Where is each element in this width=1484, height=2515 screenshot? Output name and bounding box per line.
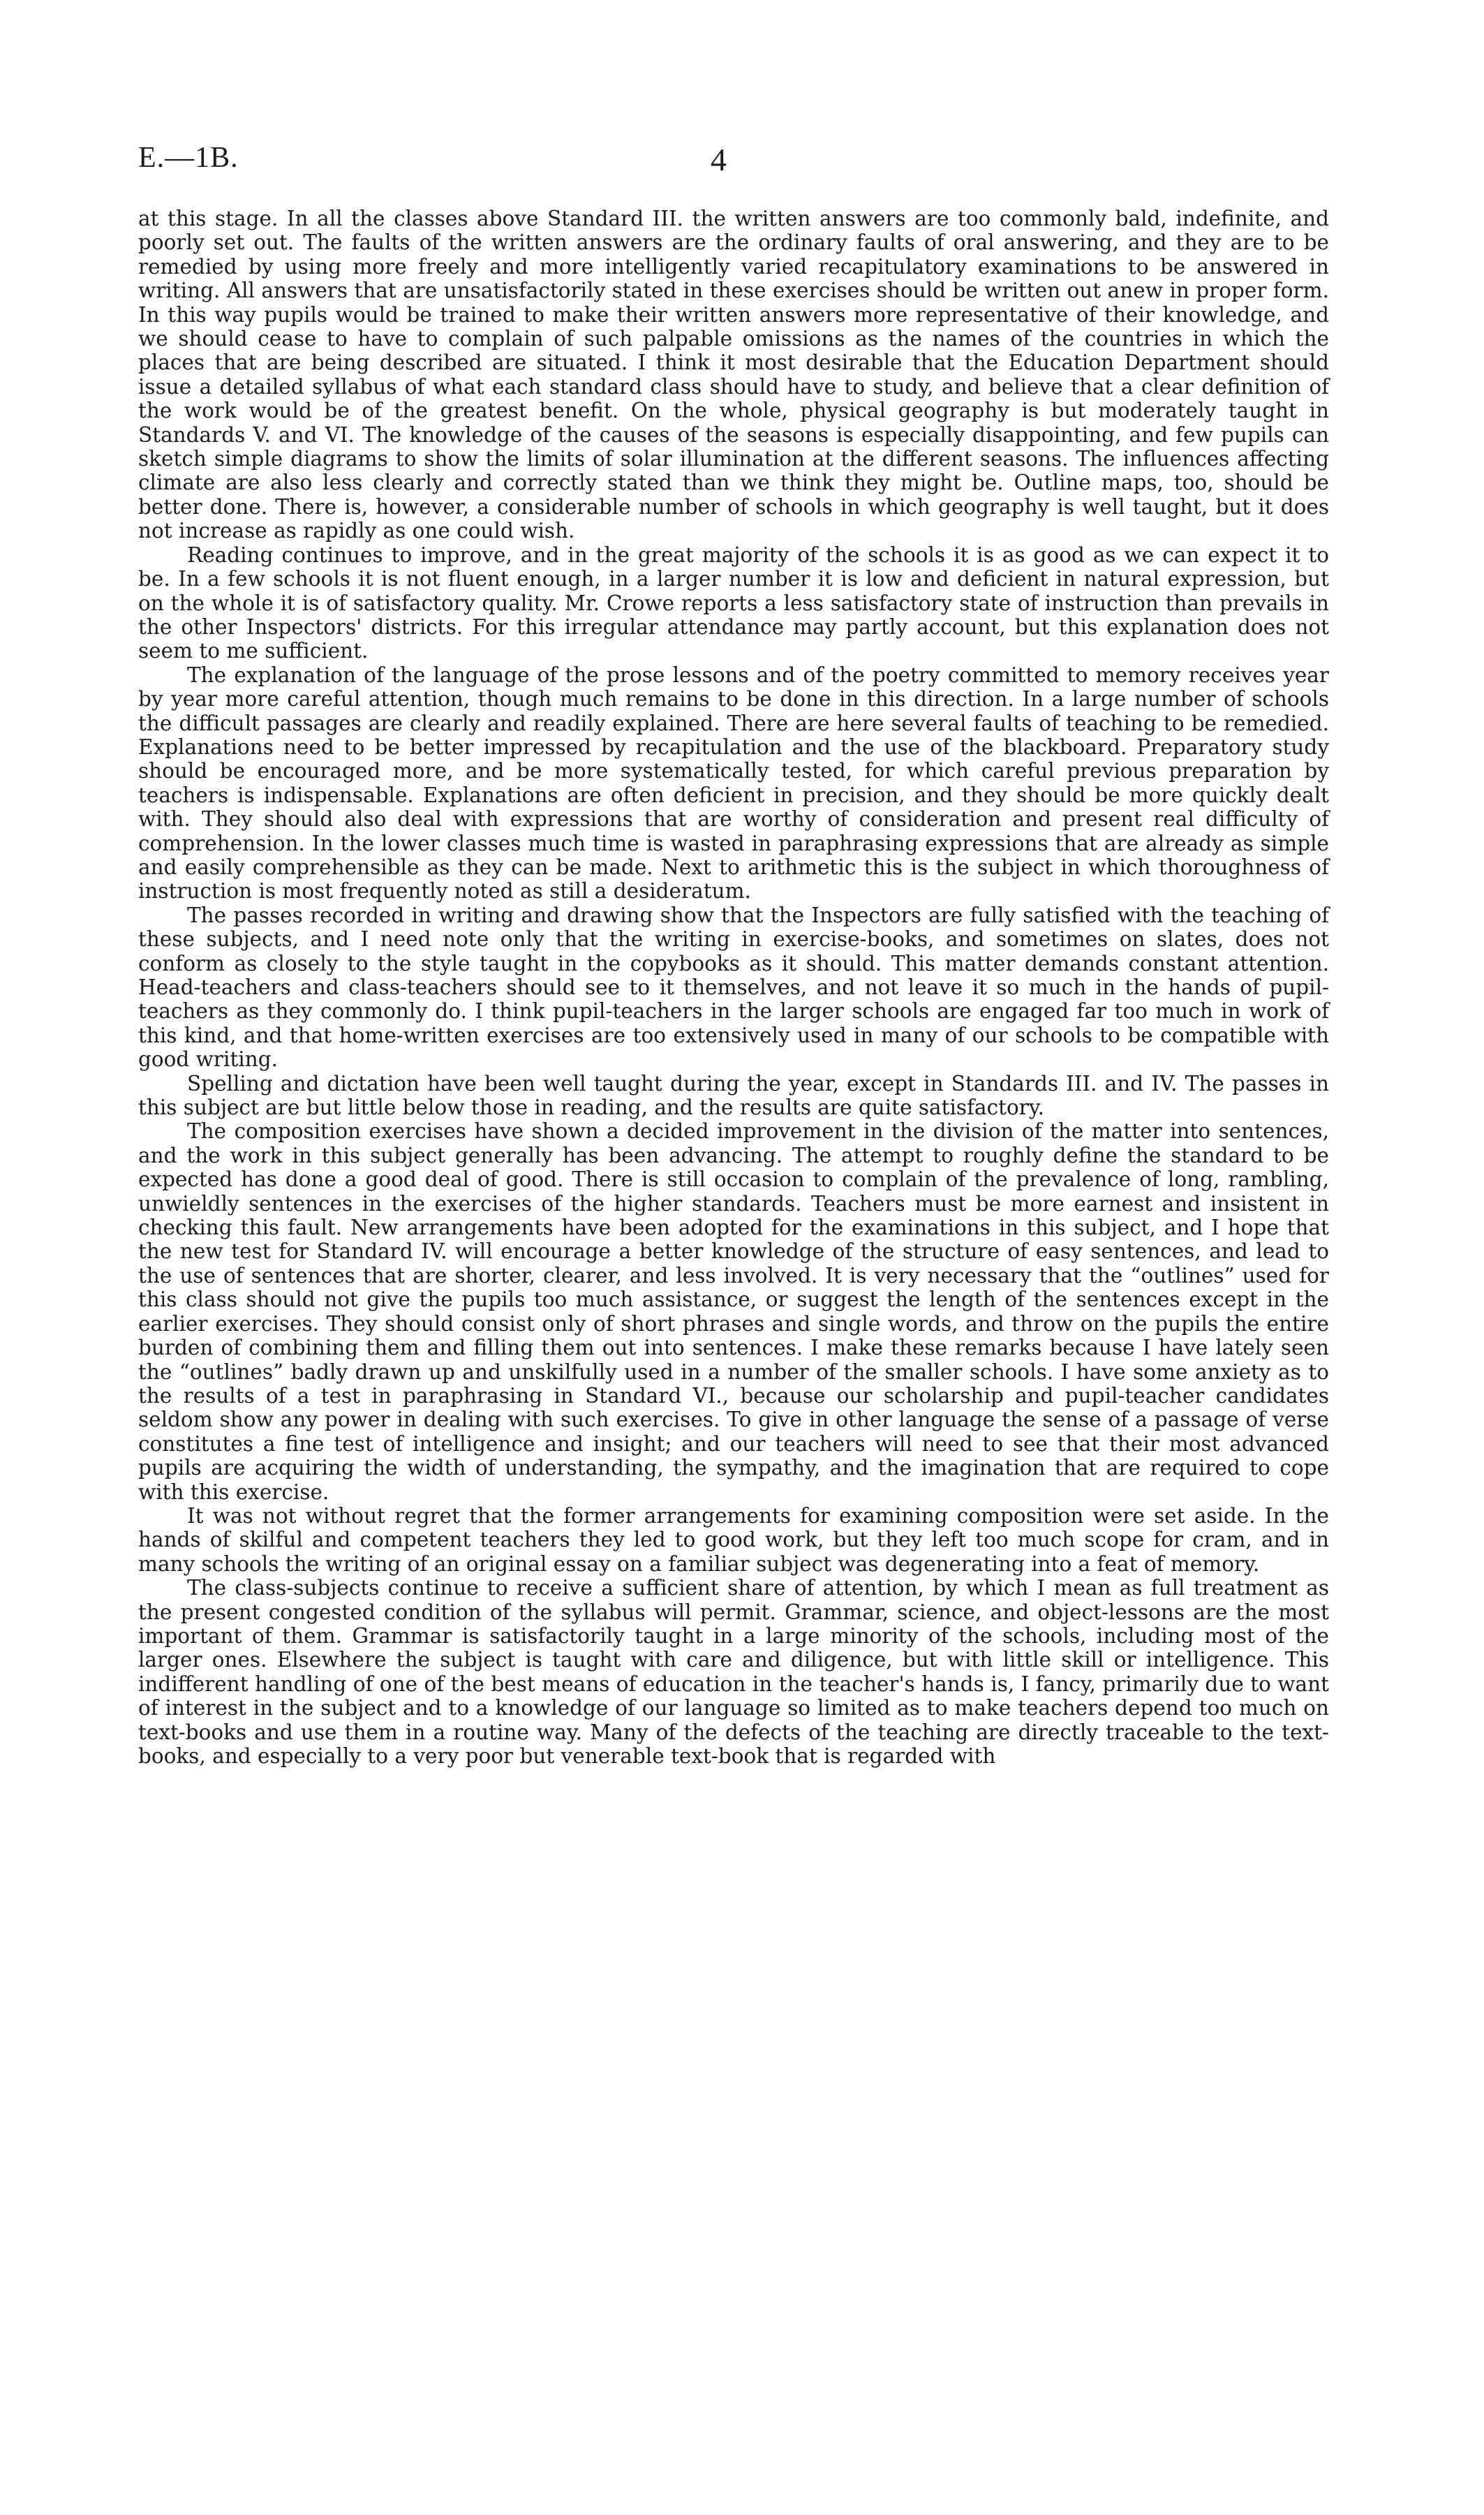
- paragraph-geography-continued: at this stage. In all the classes above Standard III. the written answers are too commonly bald, indefinite, and poorly set out. The faults of the written answers are the ordinary faults of oral answering, and they are to be remedied by using more freely and more intelligently varied recapitulatory examinations to be answered in writing. All answers that are unsatisfactorily stated in these exercises should be written out anew in proper form. In this way pupils would be trained to make their written answers more representative of their knowledge, and we should cease to have to complain of such palpable omissions as the names of the countries in which the places that are being described are situated. I think it most desirable that the Education Department should issue a detailed syllabus of what each standard class should have to study, and believe that a clear definition of the work would be of the greatest benefit. On the whole, physical geography is but moderately taught in Standards V. and VI. The knowledge of the causes of the seasons is especially disappointing, and few pupils can sketch simple diagrams to show the limits of solar illumination at the different seasons. The influences affecting climate are also less clearly and correctly stated than we think they might be. Outline maps, too, should be better done. There is, however, a considerable number of schools in which geography is well taught, but it does not increase as rapidly as one could wish.: [138, 207, 1329, 543]
- page-header: [138, 141, 1325, 183]
- report-body: [138, 207, 1329, 1768]
- paragraph-explanation: The explanation of the language of the prose lessons and of the poetry committed to memory receives year by year more careful attention, though much remains to be done in this direction. In a large number of schools the difficult passages are clearly and readily explained. There are here several faults of teaching to be remedied. Explanations need to be better impressed by recapitulation and the use of the blackboard. Preparatory study should be encouraged more, and be more systematically tested, for which careful previous preparation by teachers is indispensable. Explanations are often deficient in precision, and they should be more quickly dealt with. They should also deal with expressions that are worthy of consideration and present real difficulty of comprehension. In the lower classes much time is wasted in paraphrasing expressions that are already as simple and easily comprehensible as they can be made. Next to arithmetic this is the subject in which thoroughness of instruction is most frequently noted as still a desideratum.: [138, 663, 1329, 904]
- page-number: 4: [711, 142, 727, 177]
- paragraph-composition: The composition exercises have shown a decided improvement in the division of the matter into sentences, and the work in this subject generally has been advancing. The attempt to roughly define the standard to be expected has done a good deal of good. There is still occasion to complain of the prevalence of long, rambling, unwieldly sentences in the exercises of the higher standards. Teachers must be more earnest and insistent in checking this fault. New arrangements have been adopted for the examinations in this subject, and I hope that the new test for Standard IV. will encourage a better knowledge of the structure of easy sentences, and lead to the use of sentences that are shorter, clearer, and less involved. It is very necessary that the “outlines” used for this class should not give the pupils too much assistance, or suggest the length of the sentences except in the earlier exercises. They should consist only of short phrases and single words, and throw on the pupils the entire burden of combining them and filling them out into sentences. I make these remarks because I have lately seen the “outlines” badly drawn up and unskilfully used in a number of the smaller schools. I have some anxiety as to the results of a test in paraphrasing in Standard VI., because our scholarship and pupil-teacher candidates seldom show any power in dealing with such exercises. To give in other language the sense of a passage of verse constitutes a fine test of intelligence and insight; and our teachers will need to see that their most advanced pupils are acquiring the width of understanding, the sympathy, and the imagination that are required to cope with this exercise.: [138, 1119, 1329, 1504]
- paragraph-former-arrangements: It was not without regret that the former arrangements for examining composition were set aside. In the hands of skilful and competent teachers they led to good work, but they left too much scope for cram, and in many schools the writing of an original essay on a familiar subject was degenerating into a feat of memory.: [138, 1503, 1329, 1576]
- document-reference: E.—1B.: [138, 142, 239, 174]
- paragraph-reading: Reading continues to improve, and in the great majority of the schools it is as good as we can expect it to be. In a few schools it is not fluent enough, in a larger number it is low and deficient in natural expression, but on the whole it is of satisfactory quality. Mr. Crowe reports a less satisfactory state of instruction than prevails in the other Inspectors' districts. For this irregular attendance may partly account, but this explanation does not seem to me sufficient.: [138, 543, 1329, 663]
- paragraph-writing-drawing: The passes recorded in writing and drawing show that the Inspectors are fully satisfied with the teaching of these subjects, and I need note only that the writing in exercise-books, and sometimes on slates, does not conform as closely to the style taught in the copybooks as it should. This matter demands constant attention. Head-teachers and class-teachers should see to it themselves, and not leave it so much in the hands of pupil-teachers as they commonly do. I think pupil-teachers in the larger schools are engaged far too much in work of this kind, and that home-written exercises are too extensively used in many of our schools to be compatible with good writing.: [138, 903, 1329, 1072]
- paragraph-class-subjects: The class-subjects continue to receive a sufficient share of attention, by which I mean as full treatment as the present congested condition of the syllabus will permit. Grammar, science, and object-lessons are the most important of them. Grammar is satisfactorily taught in a large minority of the schools, including most of the larger ones. Elsewhere the subject is taught with care and diligence, but with little skill or intelligence. This indifferent handling of one of the best means of education in the teacher's hands is, I fancy, primarily due to want of interest in the subject and to a knowledge of our language so limited as to make teachers depend too much on text-books and use them in a routine way. Many of the defects of the teaching are directly traceable to the text-books, and especially to a very poor but venerable text-book that is regarded with: [138, 1576, 1329, 1768]
- paragraph-spelling-dictation: Spelling and dictation have been well taught during the year, except in Standards III. and IV. The passes in this subject are but little below those in reading, and the results are quite satisfactory.: [138, 1071, 1329, 1120]
